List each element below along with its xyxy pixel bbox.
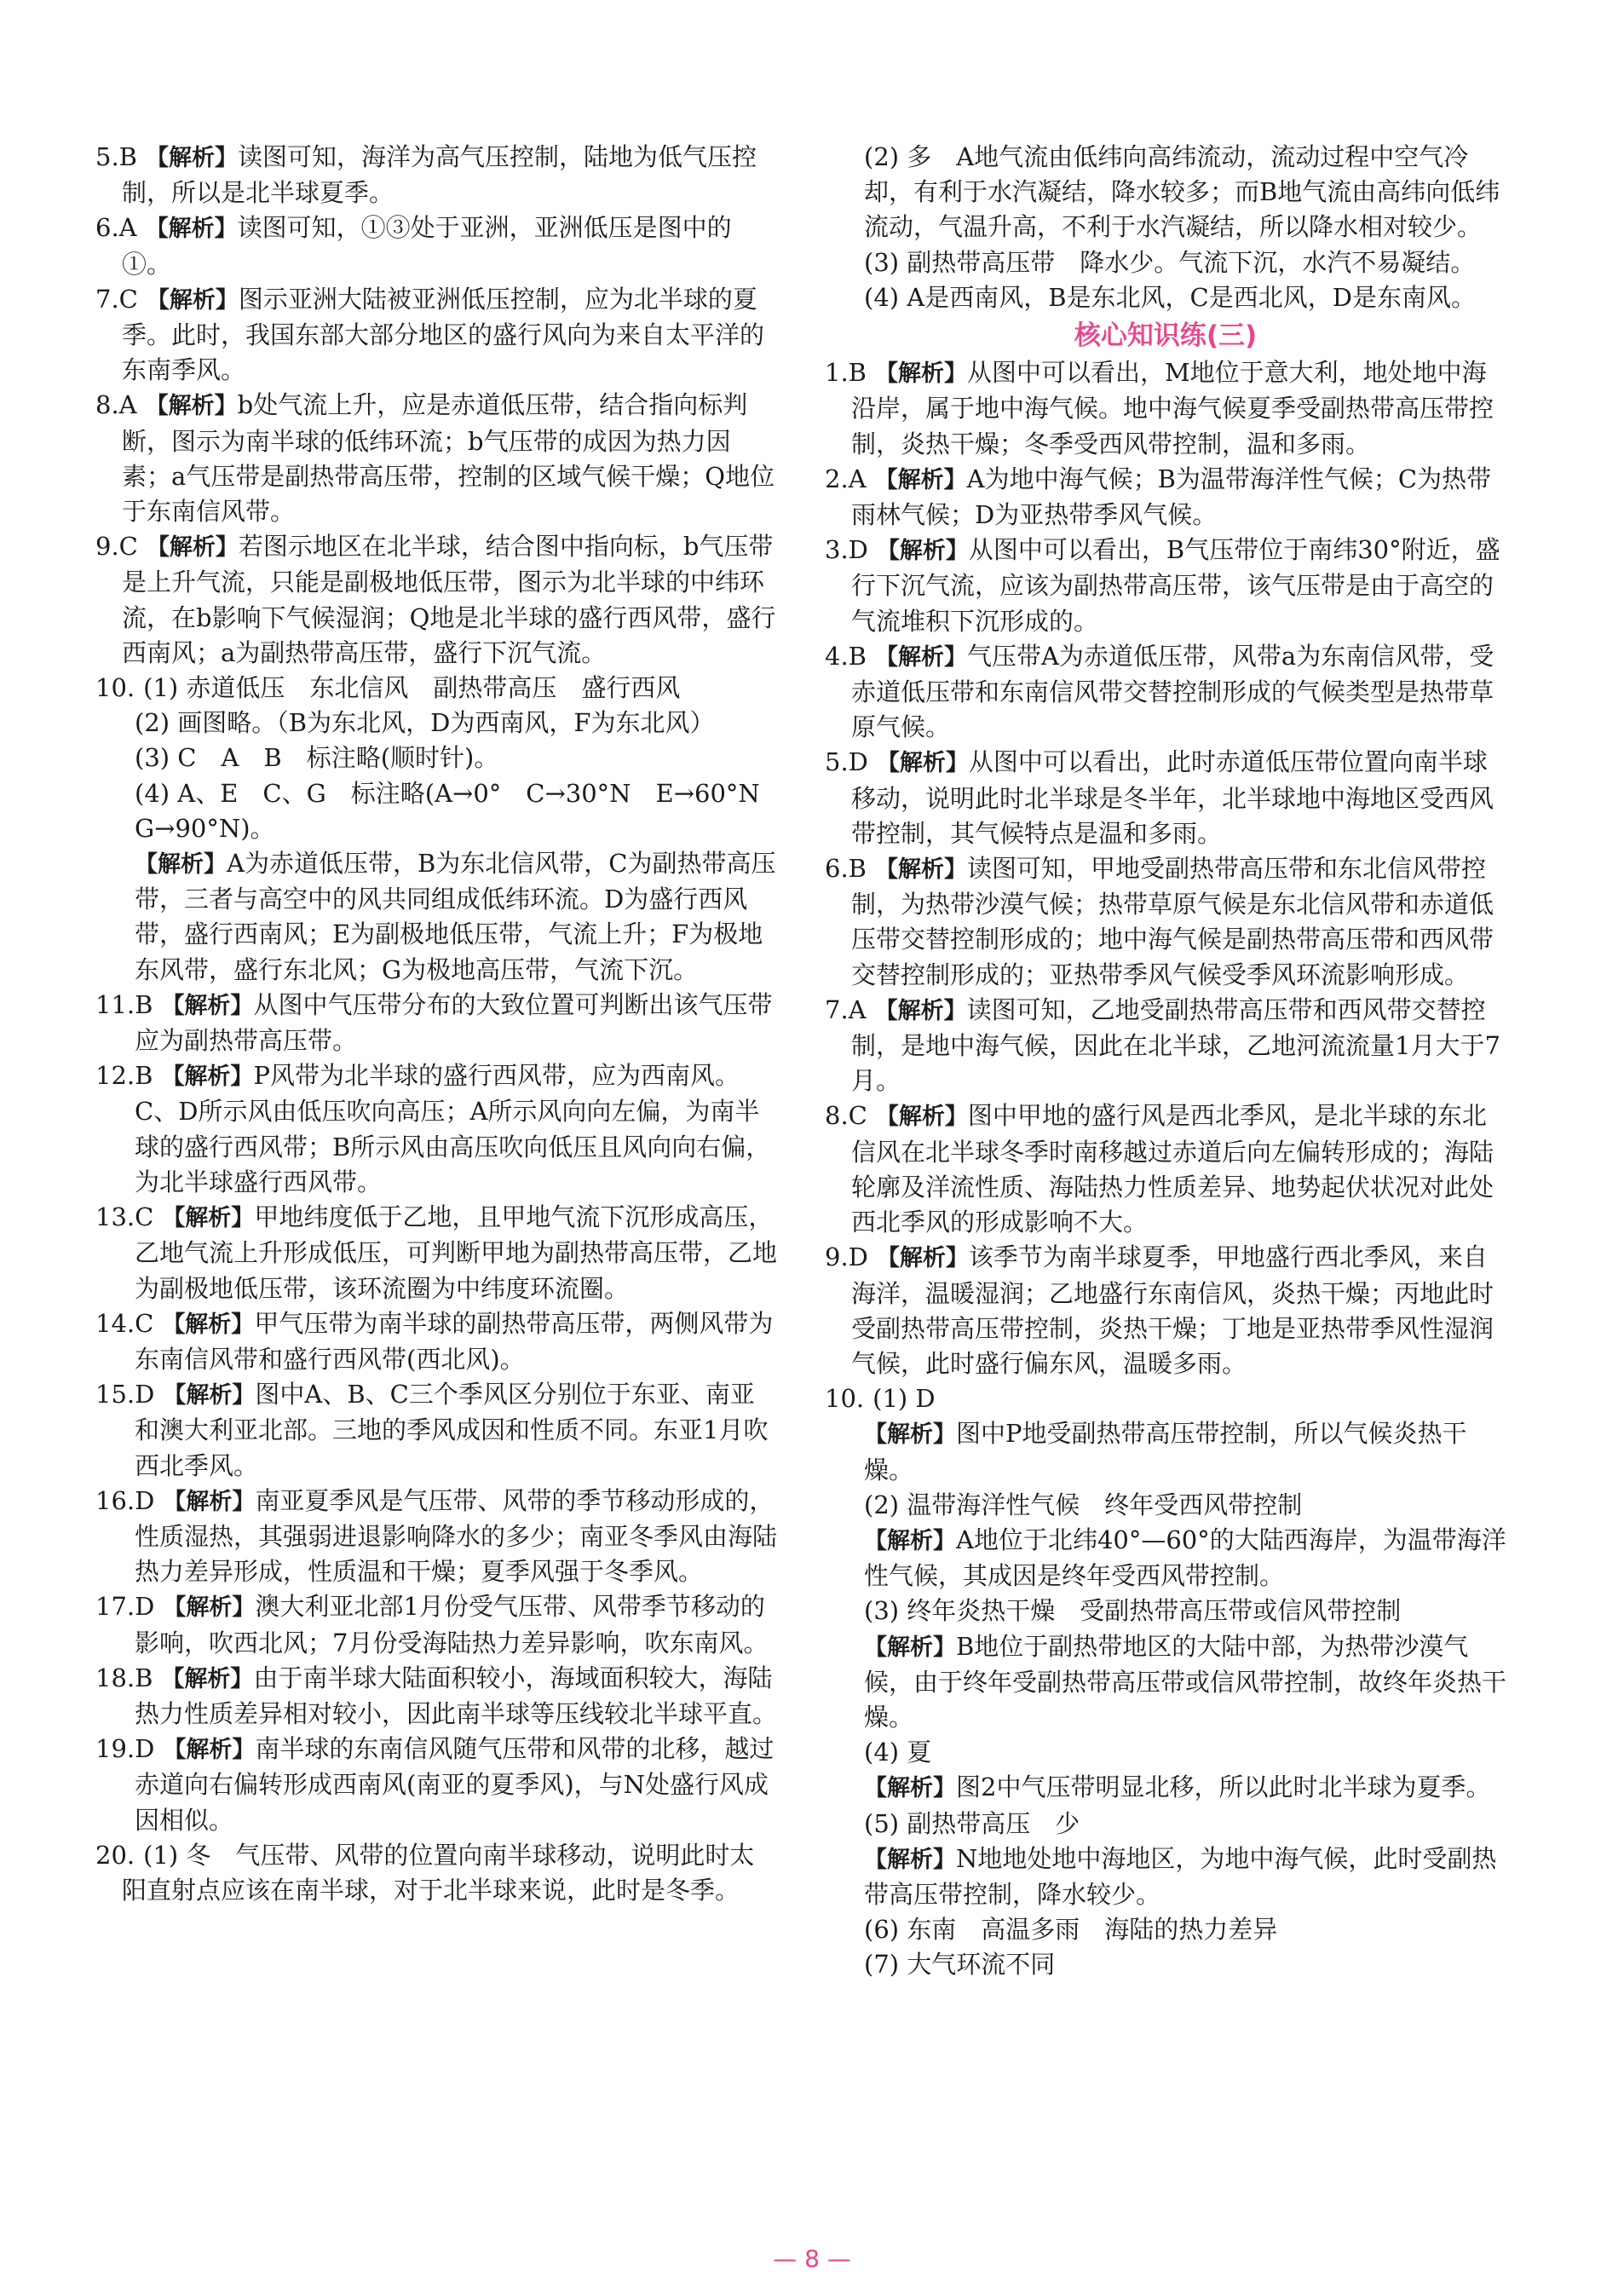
answer-number: 9.D (825, 1242, 868, 1272)
answer-text: N地地处地中海地区，为地中海气候，此时受副热带高压带控制，降水较少。 (864, 1843, 1497, 1909)
answer-text: 从图中可以看出，B气压带位于南纬30°附近，盛行下沉气流，应该为副热带高压带，该气压带是由于高空的气流堆积下沉形成的。 (851, 535, 1500, 636)
sub-answer (825, 1523, 1506, 1594)
sub-answer (825, 1735, 1506, 1770)
analysis-tag: 【解析】 (874, 856, 967, 884)
answer-number: 1.B (825, 358, 867, 388)
answer-text: A为地中海气候；B为温带海洋性气候；C为热带雨林气候；D为亚热带季风气候。 (851, 464, 1492, 530)
answer-item (825, 1098, 1506, 1240)
analysis-tag: 【解析】 (146, 534, 239, 562)
answer-number: 17.D (95, 1592, 155, 1622)
answer-item (825, 745, 1506, 851)
analysis-tag: 【解析】 (162, 1311, 255, 1338)
answer-number: 5.B (95, 142, 137, 171)
answer-text: (3) 终年炎热干燥 受副热带高压带或信风带控制 (864, 1596, 1402, 1626)
analysis-tag: 【解析】 (864, 1634, 956, 1661)
answer-text: 气压带A为赤道低压带，风带a为东南信风带，受赤道低压带和东南信风带交替控制形成的气候类型是热带草原气候。 (851, 641, 1494, 742)
answer-item (95, 1200, 777, 1306)
answer-text: (1) 赤道低压 东北信风 副热带高压 盛行西风 (143, 673, 681, 703)
answer-text: 读图可知，甲地受副热带高压带和东北信风带控制，为热带沙漠气候；热带草原气候是东北信风带和赤道低压带交替控制形成的；地中海气候是副热带高压带和西风带交替控制形成的；亚热带季风气候受季风环流影响形成。 (851, 854, 1494, 989)
answer-item (95, 140, 777, 210)
analysis-tag: 【解析】 (875, 1104, 968, 1131)
answer-number: 6.A (95, 213, 137, 243)
answer-text: (4) A是西南风，B是东北风，C是西北风，D是东南风。 (864, 282, 1476, 312)
analysis-tag: 【解析】 (874, 466, 967, 493)
answer-number: 7.A (825, 994, 867, 1024)
answer-text: (3) C A B 标注略(顺时针)。 (135, 743, 499, 773)
answer-item (95, 1589, 777, 1660)
sub-answer (825, 1912, 1506, 1947)
answer-text: 南半球的东南信风随气压带和风带的北移，越过赤道向右偏转形成西南风(南亚的夏季风)，与N处盛行风成因相似。 (135, 1734, 775, 1835)
sub-answer (825, 1770, 1506, 1806)
answer-text: (2) 画图略。（B为东北风，D为西南风，F为东北风） (135, 708, 715, 738)
answer-text: (2) 多 A地气流由低纬向高纬流动，流动过程中空气冷却，有利于水汽凝结，降水较多；而B地气流由高纬向低纬流动，气温升高，不利于水汽凝结，所以降水相对较少。 (864, 142, 1500, 242)
answer-item (95, 988, 777, 1058)
analysis-tag: 【解析】 (145, 216, 238, 243)
analysis-tag: 【解析】 (876, 1245, 969, 1272)
answer-text: 从图中气压带分布的大致位置可判断出该气压带应为副热带高压带。 (135, 989, 773, 1056)
sub-answer (825, 245, 1506, 280)
analysis-tag: 【解析】 (864, 1527, 956, 1554)
answer-number: 19.D (95, 1734, 155, 1764)
answer-number: 13.C (95, 1202, 154, 1232)
sub-answer (825, 1629, 1506, 1736)
answer-text: (1) 冬 气压带、风带的位置向南半球移动，说明此时太阳直射点应该在南半球，对于北半球来说，此时是冬季。 (122, 1840, 755, 1905)
sub-answer (95, 846, 777, 988)
analysis-tag: 【解析】 (145, 145, 238, 171)
answer-item (95, 1306, 777, 1377)
analysis-tag: 【解析】 (874, 360, 967, 388)
answer-text: 南亚夏季风是气压带、风带的季节移动形成的，性质湿热，其强弱进退影响降水的多少；南亚冬季风由海陆热力差异形成，性质温和干燥；夏季风强于冬季风。 (135, 1485, 778, 1587)
analysis-tag: 【解析】 (145, 393, 238, 420)
analysis-tag: 【解析】 (864, 1775, 956, 1802)
answer-text: 读图可知，海洋为高气压控制，陆地为低气压控制，所以是北半球夏季。 (122, 142, 757, 208)
answer-item (95, 1484, 777, 1590)
answer-text: P风带为北半球的盛行西风带，应为西南风。C、D所示风由低压吹向高压；A所示风向向左偏，为南半球的盛行西风带；B所示风由高压吹向低压且风向向右偏，为北半球盛行西风带。 (135, 1061, 771, 1196)
answer-text: (6) 东南 高温多雨 海陆的热力差异 (864, 1915, 1278, 1945)
analysis-tag: 【解析】 (874, 997, 967, 1024)
sub-answer (825, 1416, 1506, 1487)
answer-text: 澳大利亚北部1月份受气压带、风带季节移动的影响，吹西北风；7月份受海陆热力差异影响，吹东南风。 (135, 1592, 769, 1657)
answer-number: 9.C (95, 532, 138, 562)
answer-item (825, 993, 1506, 1099)
answer-text: 甲地纬度低于乙地，且甲地气流下沉形成高压，乙地气流上升形成低压，可判断甲地为副热带高压带，乙地为副极地低压带，该环流圈为中纬度环流圈。 (135, 1202, 778, 1303)
answer-item (825, 462, 1506, 533)
answer-text: 甲气压带为南半球的副热带高压带，两侧风带为东南信风带和盛行西风带(西北风)。 (135, 1308, 774, 1374)
right-column (825, 140, 1506, 1983)
section-title: 核心知识练(三) (1074, 320, 1258, 352)
analysis-tag: 【解析】 (163, 1488, 256, 1515)
answer-item (825, 533, 1506, 639)
answer-number: 10. (825, 1384, 865, 1414)
analysis-tag: 【解析】 (161, 1665, 254, 1692)
analysis-tag: 【解析】 (874, 643, 967, 671)
answer-item (95, 1661, 777, 1732)
answer-number: 6.B (825, 854, 867, 884)
analysis-tag: 【解析】 (163, 1594, 256, 1622)
answer-text: 读图可知，乙地受副热带高压带和西风带交替控制，是地中海气候，因此在北半球，乙地河流流量1月大于7月。 (851, 994, 1500, 1096)
answer-item (825, 1381, 1506, 1416)
answer-text: (4) 夏 (864, 1738, 932, 1767)
analysis-tag: 【解析】 (161, 1064, 254, 1091)
answer-text: 图示亚洲大陆被亚洲低压控制，应为北半球的夏季。此时，我国东部大部分地区的盛行风向为来自太平洋的东南季风。 (122, 284, 765, 385)
answer-text: (1) D (872, 1384, 936, 1414)
answer-number: 15.D (95, 1380, 155, 1409)
answer-text: 图中甲地的盛行风是西北季风，是北半球的东北信风在北半球冬季时南移越过赤道后向左偏转形成的；海陆轮廓及洋流性质、海陆热力性质差异、地势起伏状况对此处西北季风的形成影响不大。 (851, 1101, 1494, 1237)
answer-number: 3.D (825, 535, 868, 565)
answer-number: 8.C (825, 1101, 867, 1131)
answer-text: 从图中可以看出，M地位于意大利，地处地中海沿岸，属于地中海气候。地中海气候夏季受副热带高压带控制，炎热干燥；冬季受西风带控制，温和多雨。 (851, 358, 1494, 458)
sub-answer (95, 706, 777, 741)
answer-text: A地位于北纬40°—60°的大陆西海岸，为温带海洋性气候，其成因是终年受西风带控制。 (864, 1525, 1506, 1591)
answer-item (825, 1240, 1506, 1381)
sub-answer (825, 1947, 1506, 1982)
answer-number: 11.B (95, 989, 153, 1019)
analysis-tag: 【解析】 (162, 1205, 255, 1232)
answer-text: (7) 大气环流不同 (864, 1950, 1056, 1980)
answer-number: 4.B (825, 641, 867, 671)
answer-item (95, 529, 777, 671)
analysis-tag: 【解析】 (161, 992, 254, 1019)
answer-item (825, 355, 1506, 462)
sub-answer (825, 1488, 1506, 1523)
sub-answer (825, 280, 1506, 315)
answer-number: 14.C (95, 1308, 154, 1338)
answer-text: 读图可知，①③处于亚洲，亚洲低压是图中的①。 (122, 213, 732, 279)
answer-number: 2.A (825, 464, 867, 493)
answer-text: B地位于副热带地区的大陆中部，为热带沙漠气候，由于终年受副热带高压带或信风带控制，故终年炎热干燥。 (864, 1631, 1507, 1732)
answer-number: 8.A (95, 390, 137, 420)
analysis-tag: 【解析】 (864, 1846, 956, 1873)
left-column (95, 140, 785, 1908)
analysis-tag: 【解析】 (876, 750, 969, 777)
sub-answer (95, 776, 785, 846)
answer-number: 5.D (825, 747, 868, 777)
sub-answer (825, 1807, 1506, 1842)
answer-text: 从图中可以看出，此时赤道低压带位置向南半球移动，说明此时北半球是冬半年，北半球地中海地区受西风带控制，其气候特点是温和多雨。 (851, 747, 1494, 848)
answer-text: 图中A、B、C三个季风区分别位于东亚、南亚和澳大利亚北部。三地的季风成因和性质不同。东亚1月吹西北季风。 (135, 1380, 769, 1480)
answer-text: 由于南半球大陆面积较小，海域面积较大，海陆热力性质差异相对较小，因此南半球等压线较北半球平直。 (135, 1663, 778, 1728)
page-number: — 8 — (773, 2245, 851, 2273)
answer-item (95, 1732, 777, 1838)
answer-item (95, 388, 777, 529)
answer-text: (5) 副热带高压 少 (864, 1808, 1080, 1838)
answer-item (95, 671, 777, 706)
section-three-answers (825, 355, 1506, 1982)
answer-item (95, 1838, 777, 1908)
answer-text: 图2中气压带明显北移，所以此时北半球为夏季。 (956, 1773, 1491, 1802)
answer-item (95, 210, 777, 281)
answer-number: 16.D (95, 1485, 155, 1515)
analysis-tag: 【解析】 (146, 286, 239, 314)
analysis-tag: 【解析】 (163, 1382, 256, 1409)
answer-item (95, 282, 777, 389)
answer-text: (3) 副热带高压带 降水少。气流下沉，水汽不易凝结。 (864, 247, 1476, 277)
sub-answer (95, 741, 777, 775)
q20-continued (825, 140, 1506, 315)
answer-number: 10. (95, 673, 135, 703)
answer-item (95, 1377, 777, 1484)
answer-text: 若图示地区在北半球，结合图中指向标，b气压带是上升气流，只能是副极地低压带，图示为北半球的中纬环流，在b影响下气候湿润；Q地是北半球的盛行西风带，盛行西南风；a为副热带高压带，盛行下沉气流。 (122, 532, 776, 667)
answer-number: 18.B (95, 1663, 153, 1692)
sub-answer (825, 1842, 1506, 1912)
answer-text: b处气流上升，应是赤道低压带，结合指向标判断，图示为南半球的低纬环流；b气压带的成因为热力因素；a气压带是副热带高压带，控制的区域气候干燥；Q地位于东南信风带。 (122, 390, 775, 527)
answer-number: 20. (95, 1840, 135, 1870)
answer-text: 图中P地受副热带高压带控制，所以气候炎热干燥。 (864, 1419, 1467, 1484)
sub-answer (825, 1594, 1506, 1628)
analysis-tag: 【解析】 (876, 538, 969, 565)
analysis-tag: 【解析】 (135, 851, 227, 879)
answer-text: A为赤道低压带，B为东北信风带，C为副热带高压带，三者与高空中的风共同组成低纬环流。D为盛行西风带，盛行西南风；E为副极地低压带，气流上升；F为极地东风带，盛行东北风；G为极地高压带，气流下沉。 (135, 849, 776, 984)
answer-number: 7.C (95, 284, 138, 314)
answer-item (825, 639, 1506, 746)
answer-text: 该季节为南半球夏季，甲地盛行西北季风，来自海洋，温暖湿润；乙地盛行东南信风，炎热干燥；丙地此时受副热带高压带控制，炎热干燥；丁地是亚热带季风性湿润气候，此时盛行偏东风，温暖多雨。 (851, 1242, 1494, 1378)
analysis-tag: 【解析】 (864, 1421, 956, 1449)
sub-answer (825, 140, 1506, 245)
answer-text: (2) 温带海洋性气候 终年受西风带控制 (864, 1490, 1303, 1519)
answer-number: 12.B (95, 1061, 153, 1091)
answer-item (825, 851, 1506, 993)
answer-text: (4) A、E C、G 标注略(A→0° C→30°N E→60°N G→90°N)。 (135, 778, 785, 843)
analysis-tag: 【解析】 (163, 1737, 256, 1764)
answer-item (95, 1058, 777, 1200)
